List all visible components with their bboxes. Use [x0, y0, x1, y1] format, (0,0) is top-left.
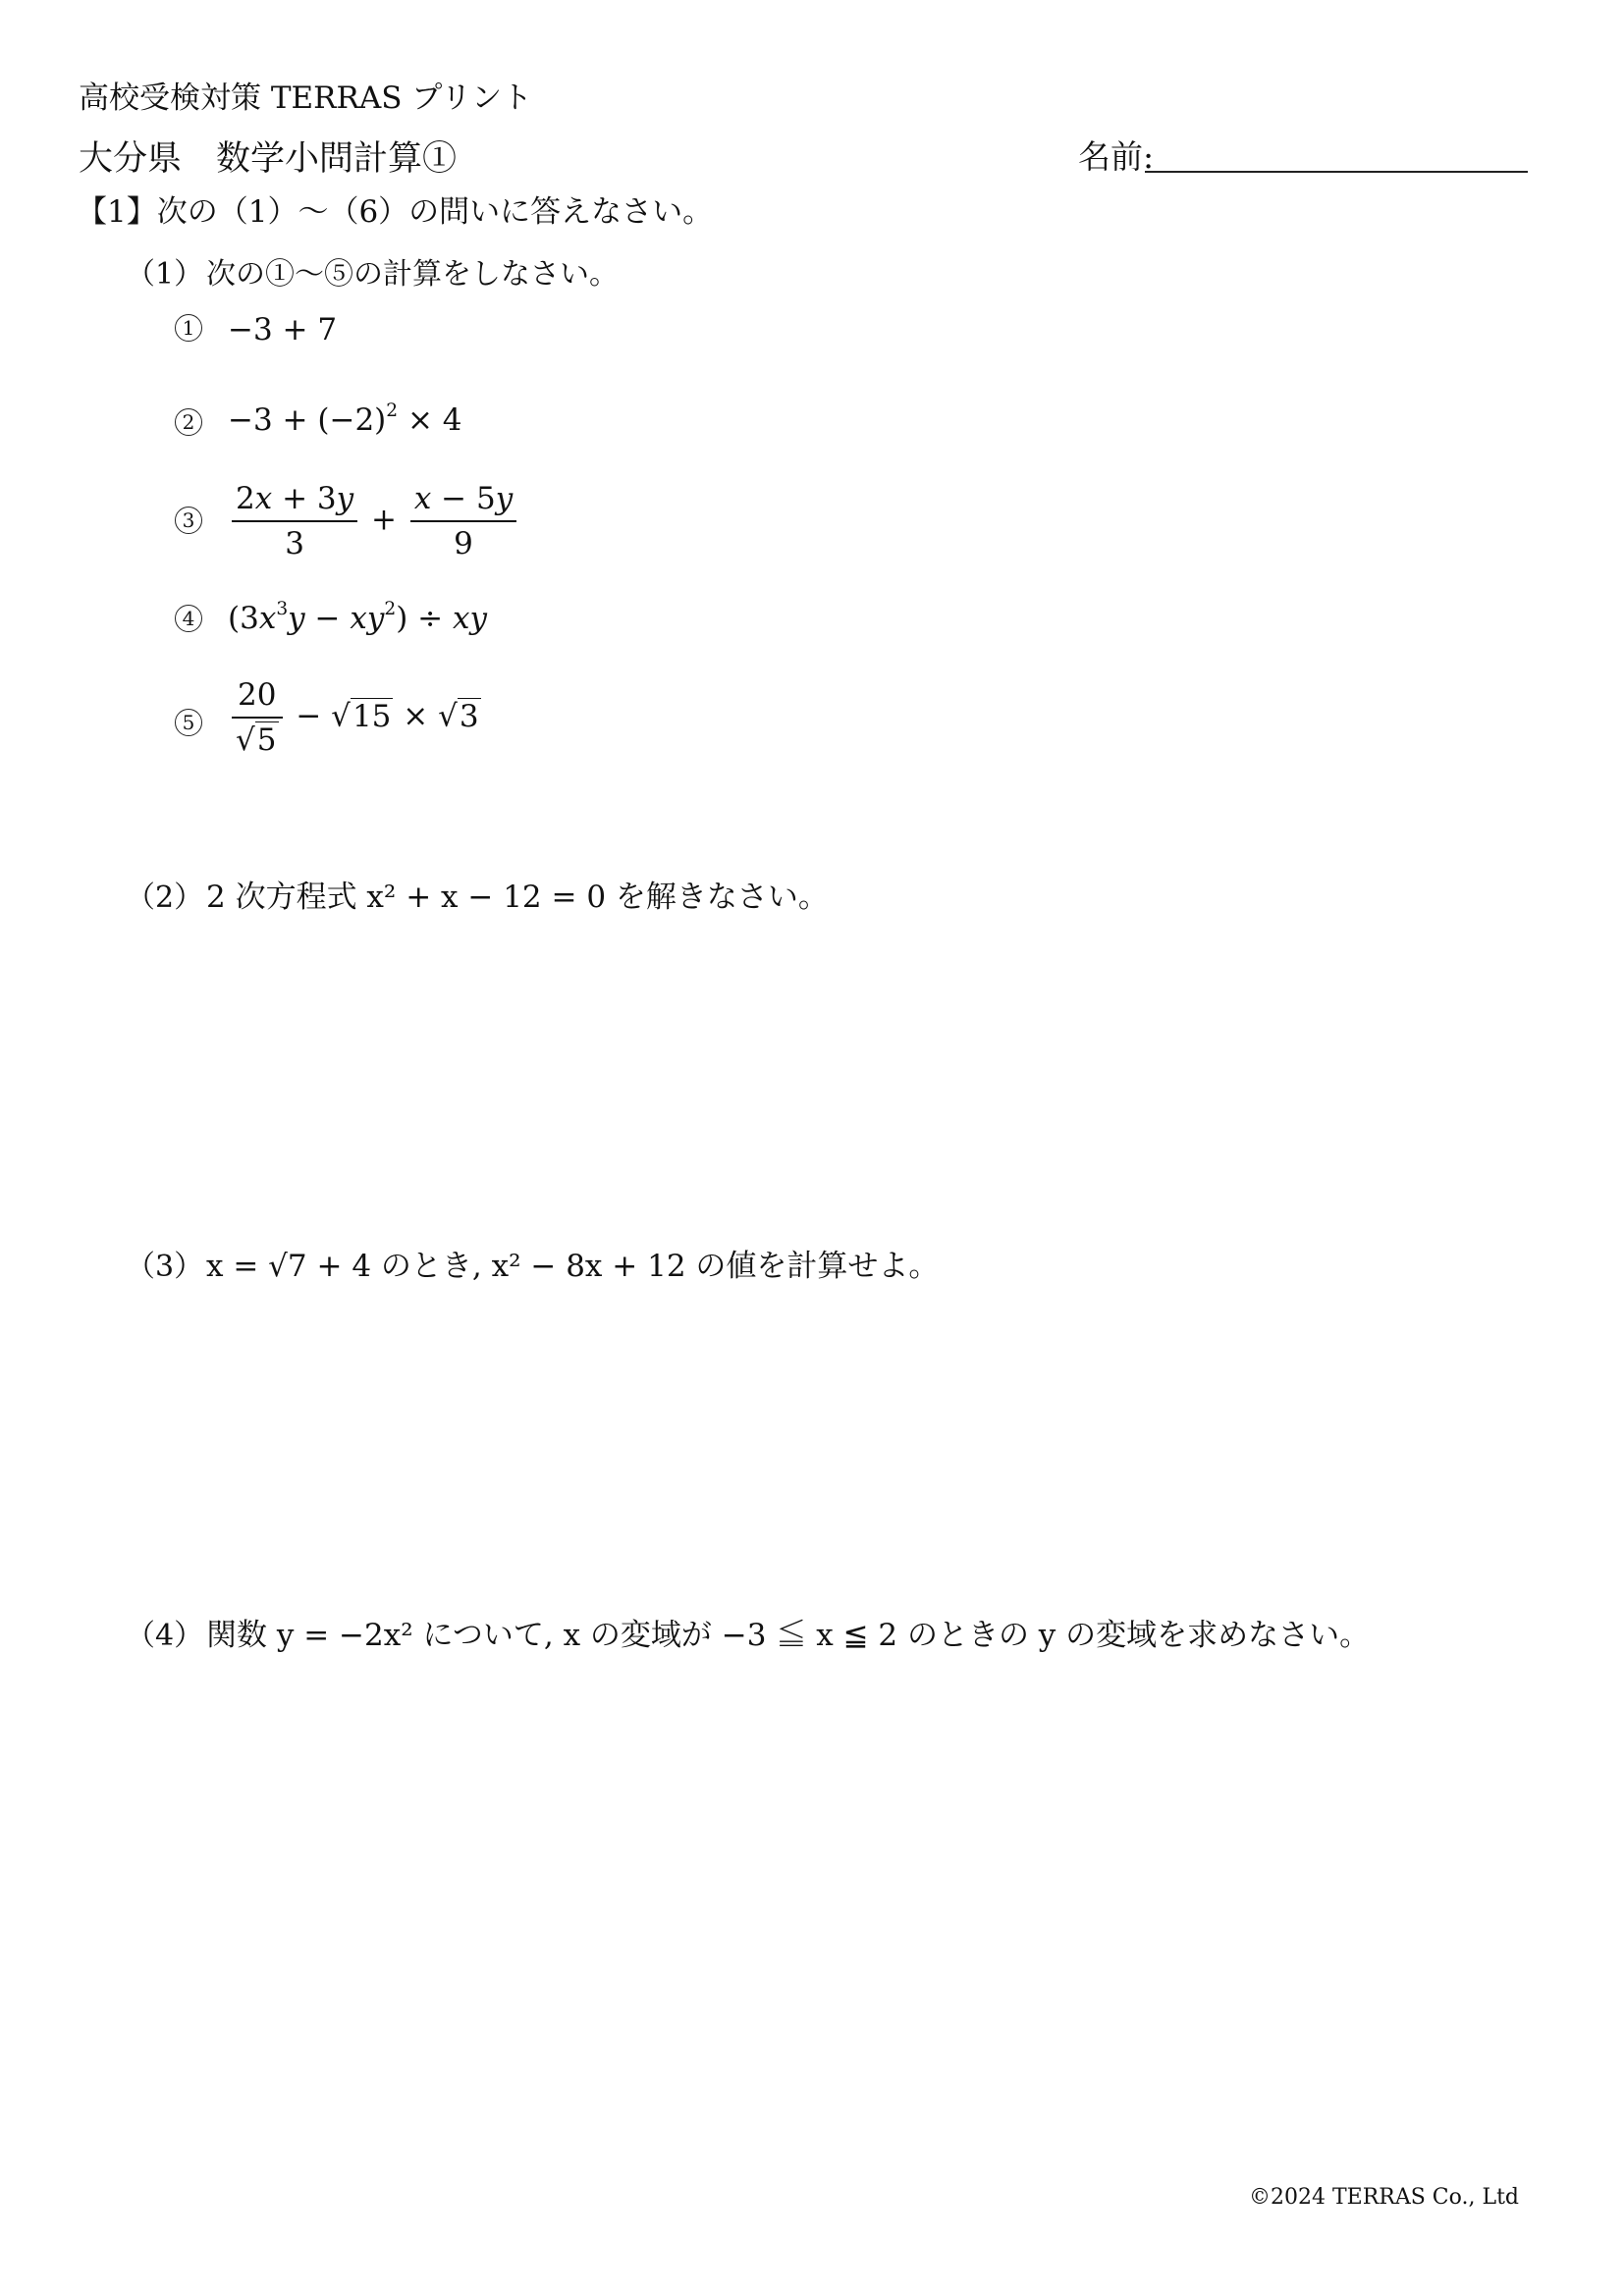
question-1-prompt: 次の①～⑤の計算をしなさい。	[206, 257, 619, 292]
name-blank-line	[1145, 171, 1528, 173]
sub-item-3	[0, 481, 785, 560]
expression-3: $\frac{2x + 3y}{3}$ + $\frac{x - 5y}{9}$	[228, 481, 520, 561]
expression-1: −3 + 7	[228, 312, 338, 347]
series-title: 高校受検対策 TERRAS プリント	[79, 80, 533, 116]
question-4-text: 関数 y = −2x² について, x の変域が −3 ≦ x ≦ 2 のときの y の変域を求めなさい。	[206, 1618, 1371, 1653]
question-2	[126, 872, 829, 916]
worksheet-title: 大分県 数学小問計算①	[79, 139, 458, 179]
question-1-number: （1）	[126, 257, 204, 292]
circled-number-5: 5	[175, 709, 202, 736]
sub-item-1	[0, 312, 785, 351]
copyright-footer: ©2024 TERRAS Co., Ltd	[1249, 2185, 1519, 2210]
question-3-text: x = √7 + 4 のとき, x² − 8x + 12 の値を計算せよ。	[206, 1249, 940, 1284]
expression-4: $(3x^3y - xy^2)$ ÷ xy	[228, 599, 487, 636]
question-2-text: 2 次方程式 x² + x − 12 = 0 を解きなさい。	[206, 880, 829, 915]
circled-number-1: 1	[175, 314, 202, 342]
section-instruction: 【1】次の（1）～（6）の問いに答えなさい。	[77, 194, 714, 230]
sub-item-5	[0, 677, 785, 766]
question-1	[126, 249, 619, 293]
question-4-number: （4）	[126, 1619, 204, 1653]
question-3-number: （3）	[126, 1250, 204, 1284]
question-2-number: （2）	[126, 881, 204, 915]
question-3	[126, 1241, 939, 1285]
circled-number-2: 2	[175, 408, 202, 436]
name-label: 名前:	[1078, 137, 1155, 176]
circled-number-4: 4	[175, 605, 202, 632]
circled-number-3: 3	[175, 507, 202, 534]
sub-item-2	[0, 402, 785, 446]
expression-2: $-3 + (-2)^2 \times 4$	[228, 400, 462, 438]
expression-5: $\frac{20}{√5}$ − √15 × √3	[228, 677, 481, 758]
sub-item-4	[0, 601, 785, 644]
question-4	[126, 1610, 1370, 1654]
